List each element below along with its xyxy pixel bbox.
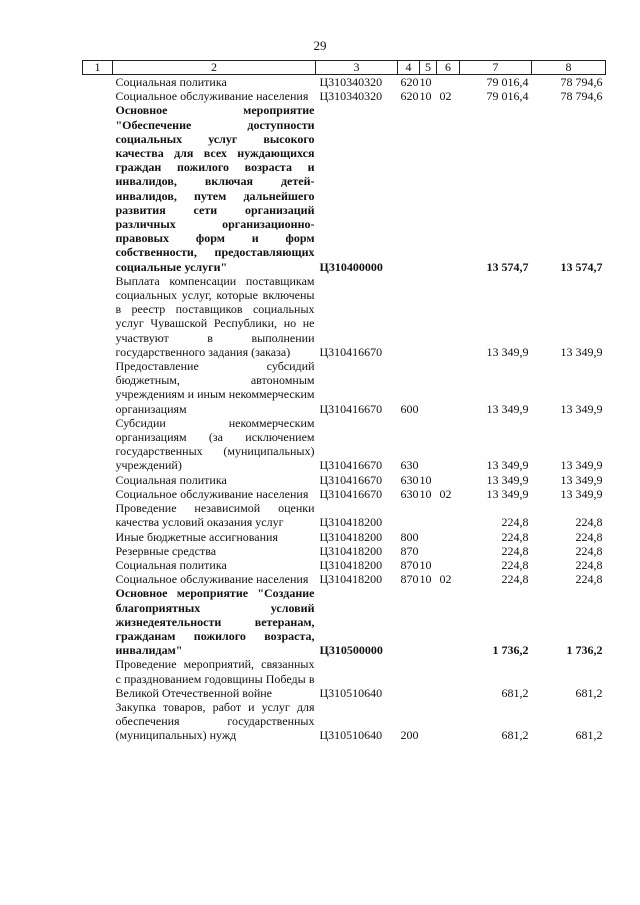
row-expense-type: 620 xyxy=(400,75,419,89)
row-subsection xyxy=(437,75,460,90)
header-col-3: 3 xyxy=(316,61,398,75)
row-target-code: Ц310418200 xyxy=(319,543,383,558)
header-col-2: 2 xyxy=(113,61,316,75)
row-target-code: Ц310500000 xyxy=(319,643,383,658)
row-target-code: Ц310510640 xyxy=(319,685,383,700)
row-col-1 xyxy=(83,416,113,473)
row-amount-col-7: 13 349,9 xyxy=(486,458,529,473)
row-section xyxy=(420,103,437,273)
table-row xyxy=(83,103,606,273)
table-row xyxy=(83,89,606,103)
row-target-code: Ц310340320 xyxy=(319,75,383,89)
row-expense-type: 600 xyxy=(400,401,419,416)
row-section xyxy=(420,359,437,416)
row-amount-col-8: 13 349,9 xyxy=(560,344,603,359)
row-target-code: Ц310416670 xyxy=(319,401,383,416)
row-amount-col-8: 13 349,9 xyxy=(560,472,603,487)
table-row xyxy=(83,700,606,743)
row-expense-type xyxy=(398,657,420,700)
row-amount-col-8: 13 574,7 xyxy=(560,259,603,274)
row-item-name: Предоставление субсидий бюджетным, автономным учреждениям и иным некоммерческим организациям xyxy=(115,359,315,416)
table-row xyxy=(83,359,606,416)
row-item-name: Субсидии некоммерческим организациям (за исключением государственных (муниципальных) учреждений) xyxy=(115,415,315,473)
row-item-name: Выплата компенсации поставщикам социальных услуг, которые включены в реестр поставщиков социальных услуг Чувашской Республики, но не участвуют в выполнении государственного задания (заказа) xyxy=(115,273,315,359)
row-amount-col-7: 681,2 xyxy=(501,685,529,700)
row-item-name: Основное мероприятие "Обеспечение доступности социальных услуг высокого качества для всех нуждающихся граждан пожилого возраста и инвалидов, включая детей-инвалидов, путем дальнейшего развития сети организаций различных организационно-правовых форм и форм собственности, предоставляющих социальные услуги" xyxy=(115,103,315,274)
row-amount-col-8: 224,8 xyxy=(575,515,603,530)
row-amount-col-7: 13 349,9 xyxy=(486,344,529,359)
table-row xyxy=(83,501,606,529)
row-target-code: Ц310400000 xyxy=(319,259,383,274)
row-amount-col-8: 13 349,9 xyxy=(560,401,603,416)
row-section xyxy=(420,657,437,700)
row-expense-type xyxy=(398,501,420,529)
table-row xyxy=(83,586,606,657)
row-section xyxy=(420,501,437,529)
row-col-1 xyxy=(83,89,113,103)
row-subsection xyxy=(437,700,460,743)
row-amount-col-7: 13 349,9 xyxy=(486,486,529,501)
row-expense-type xyxy=(398,586,420,657)
table-row xyxy=(83,75,606,90)
table-body xyxy=(83,75,606,743)
row-col-1 xyxy=(83,572,113,586)
row-item-name: Социальная политика xyxy=(115,75,227,89)
row-col-1 xyxy=(83,530,113,544)
row-expense-type: 870 xyxy=(400,543,419,558)
row-subsection xyxy=(437,274,460,359)
row-subsection xyxy=(437,416,460,473)
table-row xyxy=(83,487,606,501)
row-amount-col-7: 13 349,9 xyxy=(486,401,529,416)
row-section: 10 xyxy=(419,486,432,501)
row-section xyxy=(420,544,437,558)
row-col-1 xyxy=(83,501,113,529)
row-subsection xyxy=(437,501,460,529)
row-section xyxy=(420,530,437,544)
row-amount-col-7: 1 736,2 xyxy=(492,643,529,658)
row-expense-type: 630 xyxy=(400,458,419,473)
row-section: 10 xyxy=(419,75,432,89)
row-col-1 xyxy=(83,75,113,90)
row-item-name: Социальное обслуживание населения xyxy=(115,89,309,104)
table-row xyxy=(83,416,606,473)
row-expense-type xyxy=(398,103,420,273)
row-amount-col-7: 79 016,4 xyxy=(486,89,529,104)
row-amount-col-7: 224,8 xyxy=(501,557,529,572)
header-col-4: 4 xyxy=(398,61,420,75)
row-subsection xyxy=(437,544,460,558)
row-subsection xyxy=(437,473,460,487)
row-expense-type: 200 xyxy=(400,728,419,743)
header-col-8: 8 xyxy=(532,61,606,75)
row-expense-type: 620 xyxy=(400,89,419,104)
budget-table xyxy=(82,60,606,743)
row-amount-col-7: 224,8 xyxy=(501,529,529,544)
row-amount-col-8: 78 794,6 xyxy=(560,75,603,89)
row-item-name: Резервные средства xyxy=(115,543,217,558)
page-number: 29 xyxy=(313,38,327,53)
row-section: 10 xyxy=(419,89,432,104)
row-item-name: Закупка товаров, работ и услуг для обеспечения государственных (муниципальных) нужд xyxy=(115,699,315,743)
row-target-code: Ц310418200 xyxy=(319,515,383,530)
table-row xyxy=(83,274,606,359)
row-col-1 xyxy=(83,103,113,273)
row-section: 10 xyxy=(419,572,432,587)
row-target-code: Ц310416670 xyxy=(319,344,383,359)
row-section: 10 xyxy=(419,557,432,572)
row-section xyxy=(420,416,437,473)
table-row xyxy=(83,657,606,700)
row-col-1 xyxy=(83,544,113,558)
row-item-name: Социальная политика xyxy=(115,472,227,487)
row-col-1 xyxy=(83,558,113,572)
row-target-code: Ц310416670 xyxy=(319,472,383,487)
row-item-name: Социальное обслуживание населения xyxy=(115,486,309,501)
row-amount-col-7: 79 016,4 xyxy=(486,75,529,89)
row-target-code: Ц310416670 xyxy=(319,486,383,501)
row-subsection xyxy=(437,558,460,572)
row-subsection xyxy=(437,586,460,657)
row-amount-col-7: 224,8 xyxy=(501,515,529,530)
row-amount-col-7: 13 574,7 xyxy=(486,259,529,274)
row-expense-type: 630 xyxy=(400,472,419,487)
row-amount-col-8: 1 736,2 xyxy=(566,643,603,658)
row-target-code: Ц310418200 xyxy=(319,557,383,572)
row-item-name: Проведение мероприятий, связанных с празднованием годовщины Победы в Великой Отечественной войне xyxy=(115,657,315,700)
row-subsection: 02 xyxy=(439,486,452,501)
header-col-5: 5 xyxy=(420,61,437,75)
row-amount-col-8: 78 794,6 xyxy=(560,89,603,104)
row-item-name: Социальное обслуживание населения xyxy=(115,572,309,587)
row-subsection: 02 xyxy=(439,89,452,104)
row-amount-col-8: 224,8 xyxy=(575,529,603,544)
row-col-1 xyxy=(83,274,113,359)
row-section xyxy=(420,586,437,657)
row-amount-col-7: 13 349,9 xyxy=(486,472,529,487)
row-target-code: Ц310418200 xyxy=(319,572,383,587)
row-amount-col-8: 13 349,9 xyxy=(560,458,603,473)
table-row xyxy=(83,558,606,572)
header-col-1: 1 xyxy=(83,61,113,75)
row-item-name: Основное мероприятие "Создание благоприятных условий жизнедеятельности ветеранам, гражданам пожилого возраста, инвалидам" xyxy=(115,586,315,658)
row-amount-col-7: 681,2 xyxy=(501,728,529,743)
row-expense-type xyxy=(398,274,420,359)
row-target-code: Ц310416670 xyxy=(319,458,383,473)
table-header xyxy=(83,61,606,75)
row-item-name: Социальная политика xyxy=(115,557,227,572)
row-subsection xyxy=(437,103,460,273)
header-col-6: 6 xyxy=(437,61,460,75)
row-section xyxy=(420,700,437,743)
row-amount-col-8: 224,8 xyxy=(575,543,603,558)
table-row xyxy=(83,473,606,487)
row-col-1 xyxy=(83,700,113,743)
row-expense-type: 870 xyxy=(400,557,419,572)
row-amount-col-8: 224,8 xyxy=(575,572,603,587)
row-section: 10 xyxy=(419,472,432,487)
row-col-1 xyxy=(83,657,113,700)
table-row xyxy=(83,530,606,544)
row-subsection xyxy=(437,359,460,416)
row-amount-col-7: 224,8 xyxy=(501,572,529,587)
table-row xyxy=(83,544,606,558)
header-row xyxy=(83,61,606,75)
row-section xyxy=(420,274,437,359)
row-expense-type: 630 xyxy=(400,486,419,501)
row-subsection: 02 xyxy=(439,572,452,587)
row-item-name: Проведение независимой оценки качества условий оказания услуг xyxy=(115,501,315,530)
row-expense-type: 870 xyxy=(400,572,419,587)
table-row xyxy=(83,572,606,586)
row-subsection xyxy=(437,530,460,544)
row-target-code: Ц310340320 xyxy=(319,89,383,104)
row-target-code: Ц310418200 xyxy=(319,529,383,544)
row-col-1 xyxy=(83,586,113,657)
header-col-7: 7 xyxy=(460,61,532,75)
row-col-1 xyxy=(83,359,113,416)
row-target-code: Ц310510640 xyxy=(319,728,383,743)
row-subsection xyxy=(437,657,460,700)
row-amount-col-7: 224,8 xyxy=(501,543,529,558)
row-amount-col-8: 224,8 xyxy=(575,557,603,572)
row-col-1 xyxy=(83,473,113,487)
row-expense-type: 800 xyxy=(400,529,419,544)
row-amount-col-8: 681,2 xyxy=(575,728,603,743)
row-amount-col-8: 681,2 xyxy=(575,685,603,700)
row-amount-col-8: 13 349,9 xyxy=(560,486,603,501)
row-item-name: Иные бюджетные ассигнования xyxy=(115,529,278,544)
row-col-1 xyxy=(83,487,113,501)
